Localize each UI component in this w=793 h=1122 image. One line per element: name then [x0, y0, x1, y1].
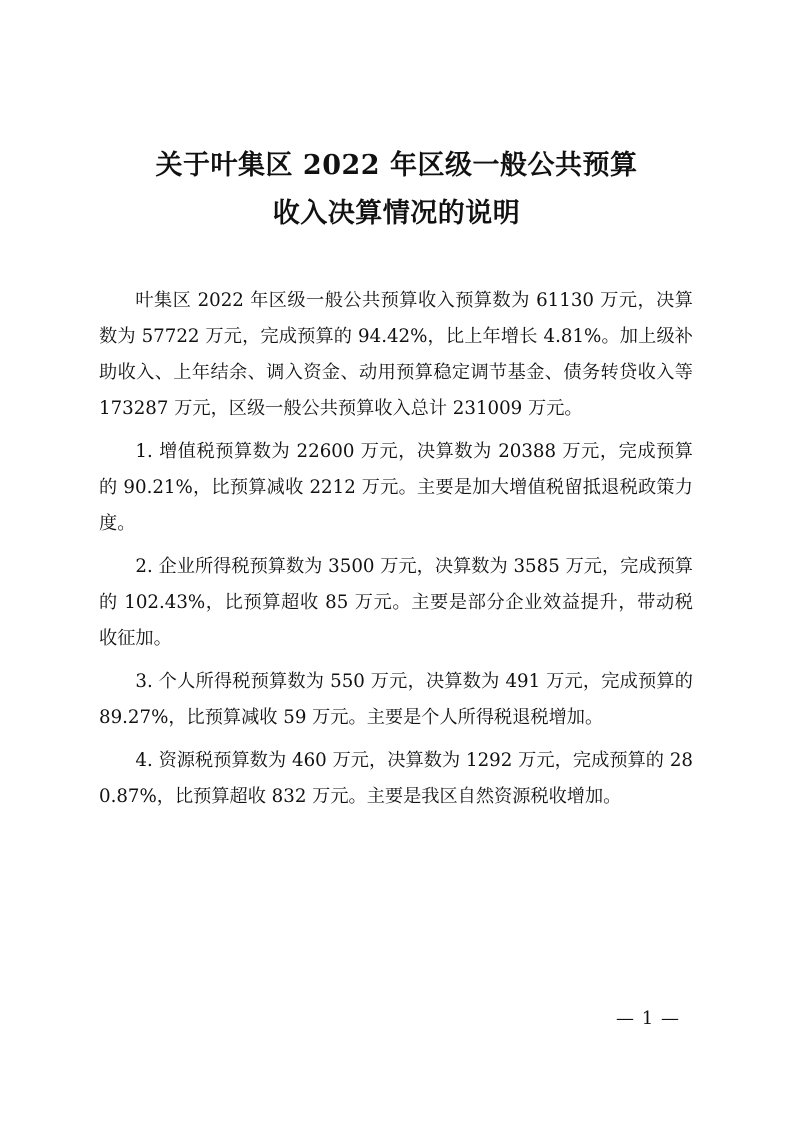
- page-number: — 1 —: [616, 1008, 680, 1029]
- item-personal-income-tax-paragraph: 3. 个人所得税预算数为 550 万元，决算数为 491 万元，完成预算的 89.27%，比预算减收 59 万元。主要是个人所得税退税增加。: [99, 671, 693, 728]
- document-title: [0, 142, 793, 238]
- intro-paragraph: 叶集区 2022 年区级一般公共预算收入预算数为 61130 万元，决算数为 57722 万元，完成预算的 94.42%，比上年增长 4.81%。加上级补助收入、上年结余、调入资金、动用预算稳定调节基金、债务转贷收入等 173287 万元，区级一般公共预算收入总计 231009 万元。: [99, 290, 693, 419]
- item-resource-tax-paragraph: 4. 资源税预算数为 460 万元，决算数为 1292 万元，完成预算的 280.87%，比预算超收 832 万元。主要是我区自然资源税收增加。: [99, 750, 693, 807]
- title-line-1: 关于叶集区 2022 年区级一般公共预算: [155, 150, 638, 181]
- title-line-2: 收入决算情况的说明: [272, 198, 521, 229]
- document-body: [99, 283, 693, 822]
- item-vat-paragraph: 1. 增值税预算数为 22600 万元，决算数为 20388 万元，完成预算的 90.21%，比预算减收 2212 万元。主要是加大增值税留抵退税政策力度。: [99, 441, 693, 534]
- item-corporate-income-tax-paragraph: 2. 企业所得税预算数为 3500 万元，决算数为 3585 万元，完成预算的 102.43%，比预算超收 85 万元。主要是部分企业效益提升，带动税收征加。: [99, 556, 693, 649]
